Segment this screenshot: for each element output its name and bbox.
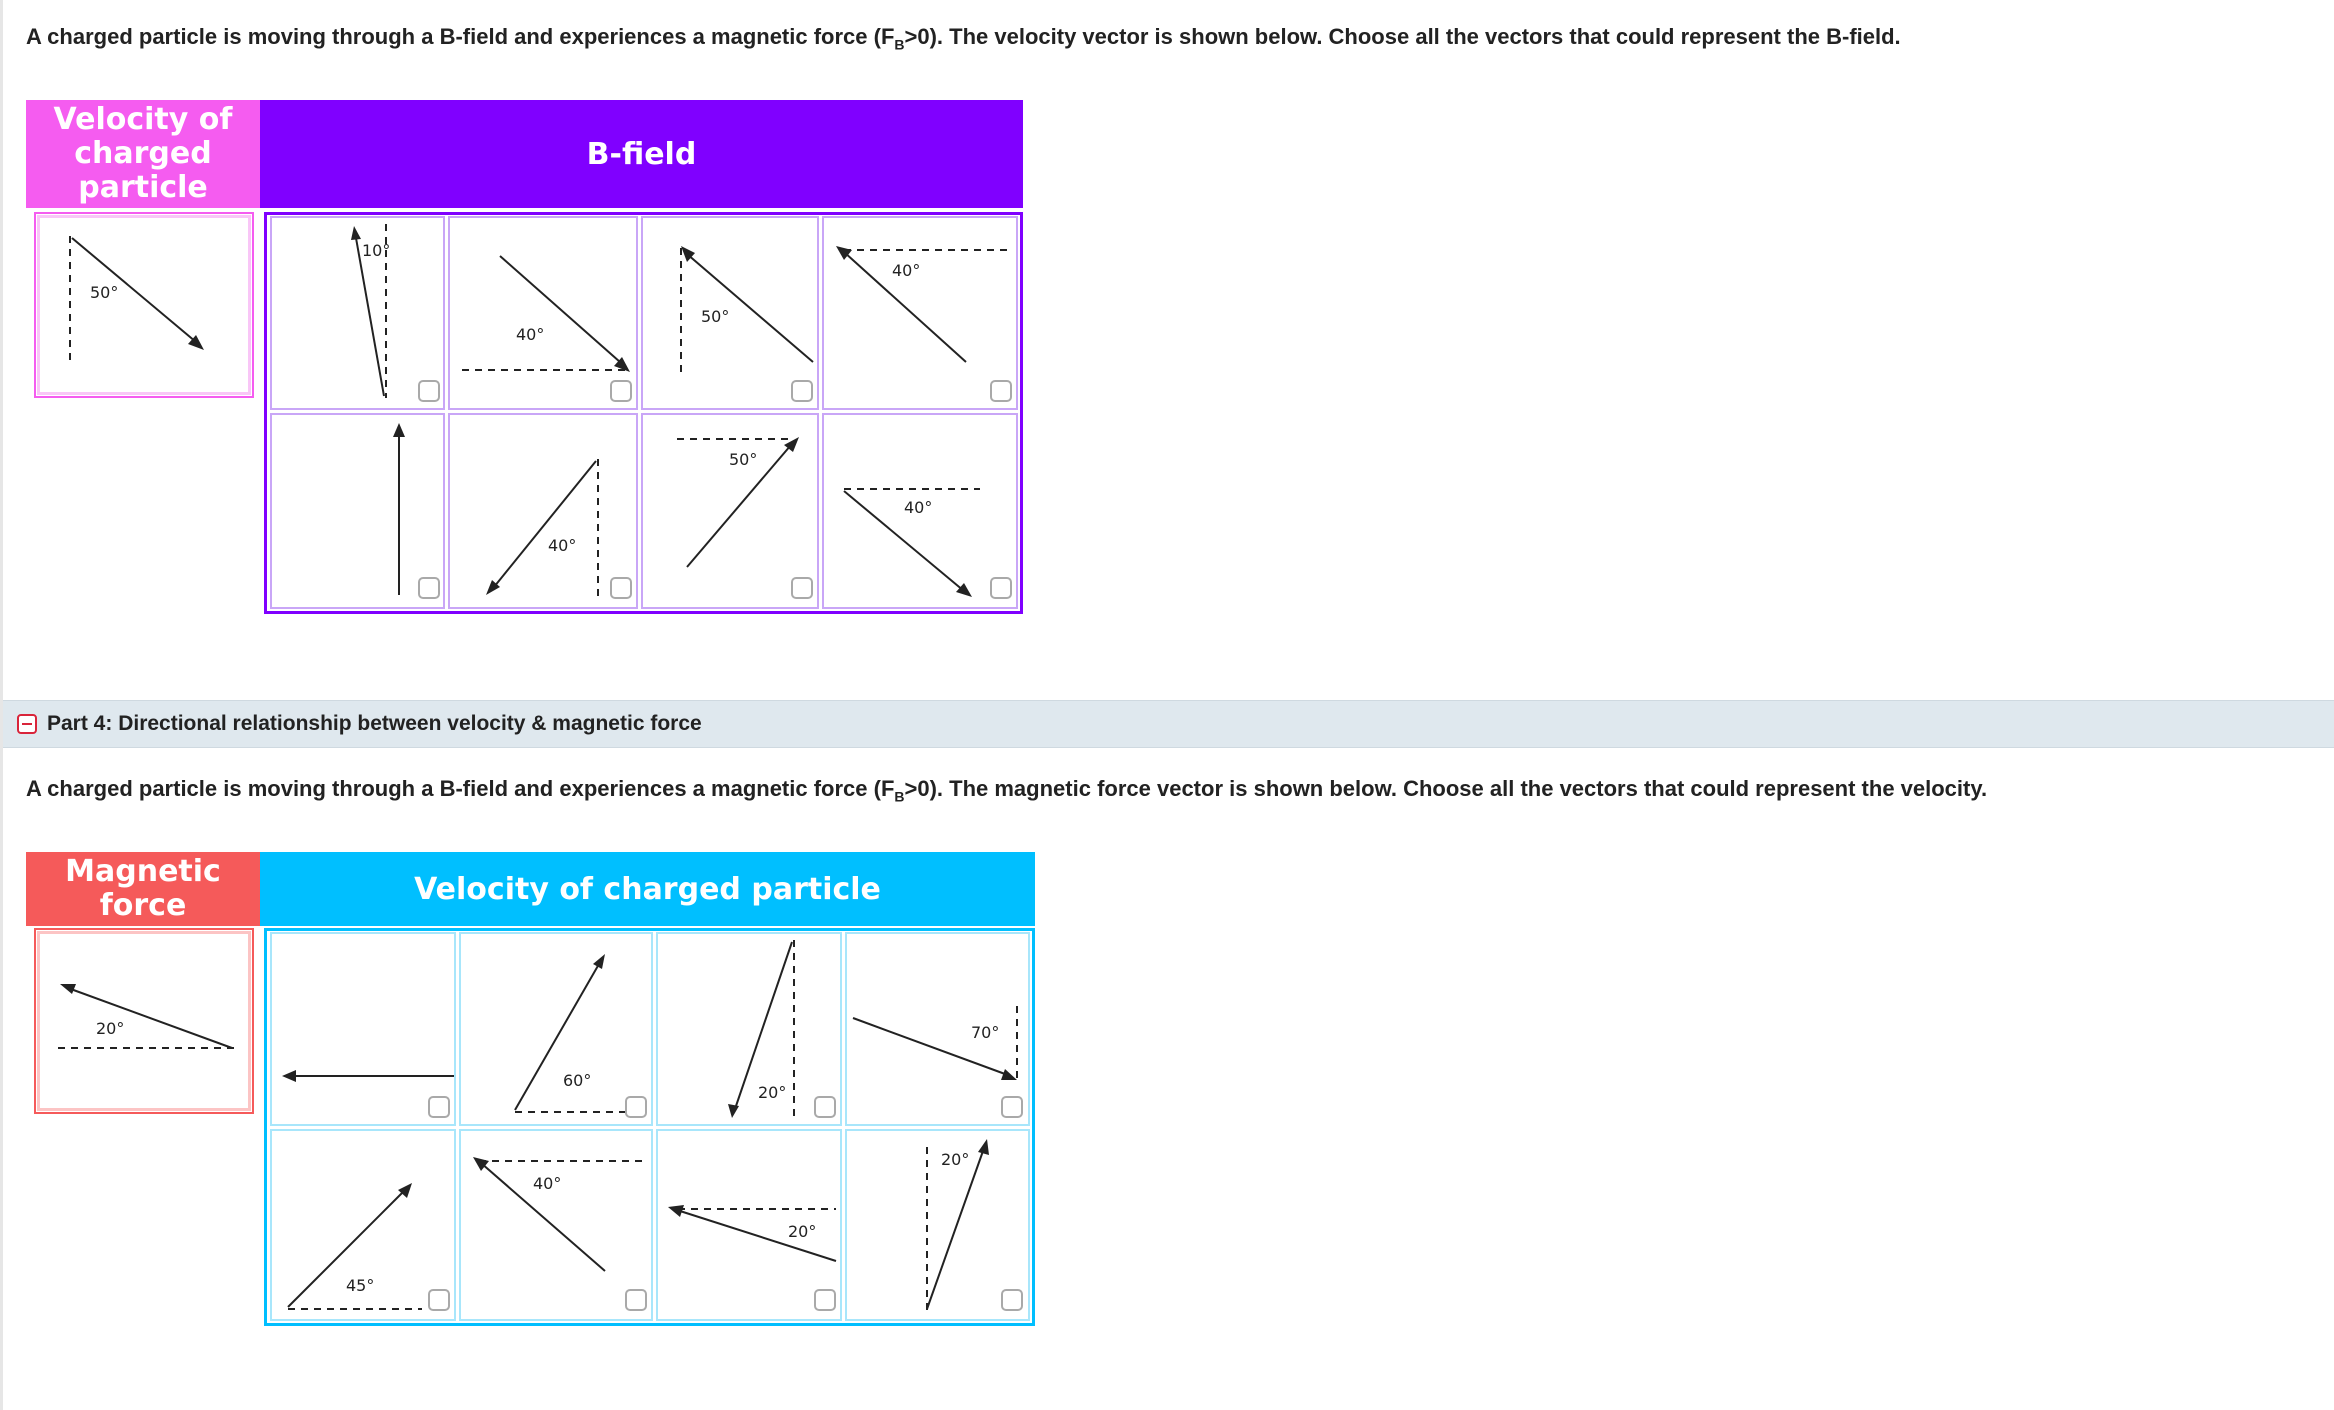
angle-label: 20° bbox=[96, 1019, 125, 1038]
part4-option-5 bbox=[270, 1129, 456, 1321]
part4-option-6 bbox=[459, 1129, 653, 1321]
part3-options-header: B-field bbox=[260, 100, 1023, 208]
svg-text:60°: 60° bbox=[563, 1071, 592, 1090]
magnetic-force-vector-diagram bbox=[36, 930, 256, 1116]
svg-text:20°: 20° bbox=[758, 1083, 787, 1102]
part4-option-3 bbox=[656, 932, 842, 1126]
part4-option-8-checkbox[interactable] bbox=[1001, 1289, 1023, 1311]
part4-options-header: Velocity of charged particle bbox=[260, 852, 1035, 926]
velocity-vector-diagram bbox=[36, 214, 256, 400]
part4-option-1-checkbox[interactable] bbox=[428, 1096, 450, 1118]
arrowhead-icon bbox=[1001, 1069, 1017, 1080]
angle-label: 50° bbox=[90, 283, 119, 302]
part4-option-6-checkbox[interactable] bbox=[625, 1289, 647, 1311]
part3-given-vector-box bbox=[34, 212, 254, 398]
svg-text:70°: 70° bbox=[971, 1023, 1000, 1042]
svg-text:20°: 20° bbox=[941, 1150, 970, 1169]
part3-option-7-checkbox[interactable] bbox=[791, 577, 813, 599]
part3-option-3-checkbox[interactable] bbox=[791, 380, 813, 402]
part4-option-3-checkbox[interactable] bbox=[814, 1096, 836, 1118]
part3-option-5 bbox=[270, 413, 445, 609]
svg-text:40°: 40° bbox=[892, 261, 921, 280]
svg-text:50°: 50° bbox=[729, 450, 758, 469]
part4-option-4-checkbox[interactable] bbox=[1001, 1096, 1023, 1118]
svg-text:45°: 45° bbox=[346, 1276, 375, 1295]
part3-option-8-checkbox[interactable] bbox=[990, 577, 1012, 599]
part4-section-title: Part 4: Directional relationship between velocity & magnetic force bbox=[47, 712, 702, 735]
part3-option-5-checkbox[interactable] bbox=[418, 577, 440, 599]
arrowhead-icon bbox=[593, 954, 605, 969]
part4-option-8 bbox=[845, 1129, 1030, 1321]
part3-option-1 bbox=[270, 216, 445, 410]
part3-option-6 bbox=[448, 413, 638, 609]
part3-option-4 bbox=[822, 216, 1018, 410]
part3-given-header: Velocity of charged particle bbox=[26, 100, 260, 208]
part3-option-2 bbox=[448, 216, 638, 410]
part3-option-1-checkbox[interactable] bbox=[418, 380, 440, 402]
svg-text:50°: 50° bbox=[701, 307, 730, 326]
part3-option-2-checkbox[interactable] bbox=[610, 380, 632, 402]
part4-question: A charged particle is moving through a B-field and experiences a magnetic force $(F_B>0)$. The magnetic force vector is shown below. Choose all the vectors that could represent the velocity. bbox=[26, 776, 1988, 805]
part4-option-2 bbox=[459, 932, 653, 1126]
part3-option-4-checkbox[interactable] bbox=[990, 380, 1012, 402]
svg-text:20°: 20° bbox=[788, 1222, 817, 1241]
part4-option-4 bbox=[845, 932, 1030, 1126]
part4-given-vector-box bbox=[34, 928, 254, 1114]
part3-option-3 bbox=[641, 216, 819, 410]
part3-option-7 bbox=[641, 413, 819, 609]
part4-section-header bbox=[3, 700, 2334, 748]
part4-option-7-checkbox[interactable] bbox=[814, 1289, 836, 1311]
arrowhead-icon bbox=[282, 1070, 296, 1082]
svg-text:40°: 40° bbox=[533, 1174, 562, 1193]
svg-text:40°: 40° bbox=[516, 325, 545, 344]
arrowhead-icon bbox=[60, 984, 76, 994]
part4-option-1 bbox=[270, 932, 456, 1126]
part3-question: A charged particle is moving through a B-field and experiences a magnetic force $(F_B>0)$. The velocity vector is shown below. Choose all the vectors that could represent the B-field. bbox=[26, 24, 1901, 53]
arrowhead-icon bbox=[351, 226, 361, 240]
arrowhead-icon bbox=[393, 423, 405, 437]
part4-option-2-checkbox[interactable] bbox=[625, 1096, 647, 1118]
part3-option-8 bbox=[822, 413, 1018, 609]
part3-option-6-checkbox[interactable] bbox=[610, 577, 632, 599]
arrowhead-icon bbox=[728, 1104, 739, 1118]
part4-option-7 bbox=[656, 1129, 842, 1321]
part4-option-5-checkbox[interactable] bbox=[428, 1289, 450, 1311]
svg-text:40°: 40° bbox=[904, 498, 933, 517]
svg-text:40°: 40° bbox=[548, 536, 577, 555]
svg-text:10°: 10° bbox=[362, 241, 391, 260]
arrowhead-icon bbox=[668, 1205, 684, 1217]
collapse-icon[interactable] bbox=[17, 714, 37, 734]
part4-given-header: Magnetic force bbox=[26, 852, 260, 926]
arrowhead-icon bbox=[978, 1139, 989, 1155]
